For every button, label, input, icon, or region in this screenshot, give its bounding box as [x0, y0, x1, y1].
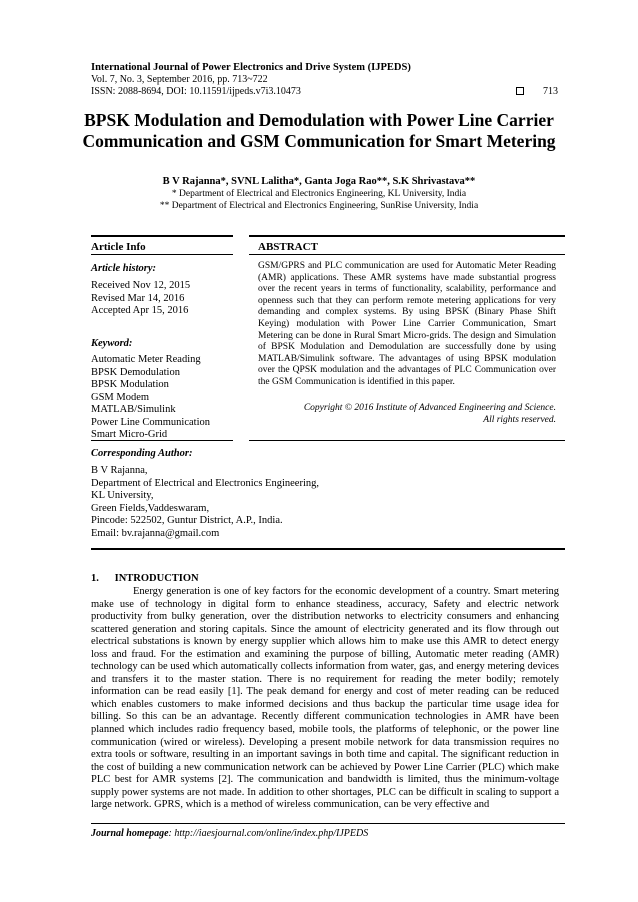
article-info-top-rule — [91, 235, 233, 237]
keyword-heading: Keyword: — [91, 338, 133, 349]
homepage-url[interactable]: : http://iaesjournal.com/online/index.php/IJPEDS — [168, 828, 369, 839]
keyword-item: Smart Micro-Grid — [91, 429, 168, 440]
corresponding-heading: Corresponding Author: — [91, 448, 193, 459]
article-info-bottom-rule — [91, 440, 233, 441]
abstract-bottom-rule — [249, 440, 565, 441]
received-date: Received Nov 12, 2015 — [91, 280, 191, 291]
keyword-item: BPSK Modulation — [91, 379, 169, 390]
corresponding-bottom-rule — [91, 548, 565, 550]
footer-rule — [91, 823, 565, 824]
author-pincode: Pincode: 522502, Guntur District, A.P., India. — [91, 515, 283, 527]
abstract-mid-rule — [249, 254, 565, 255]
abstract-heading: ABSTRACT — [258, 241, 318, 253]
accepted-date: Accepted Apr 15, 2016 — [91, 305, 189, 316]
authors: B V Rajanna*, SVNL Lalitha*, Ganta Joga Rao**, S.K Shrivastava** — [162, 176, 476, 187]
copyright-line-1: Copyright © 2016 Institute of Advanced Engineering and Science. — [303, 403, 556, 413]
history-heading: Article history: — [91, 263, 157, 274]
revised-date: Revised Mar 14, 2016 — [91, 292, 185, 304]
author-name: B V Rajanna, — [91, 465, 148, 476]
journal-homepage — [91, 828, 368, 839]
intro-heading: 1. INTRODUCTION — [91, 573, 199, 584]
title-line-2: Communication and GSM Communication for Smart Metering — [82, 131, 556, 151]
abstract-text: GSM/GPRS and PLC communication are used for Automatic Meter Reading (AMR) applications. These AMR systems have made substantial progress over the recent years in terms of functionality, scalability, performance and openness such that they can perform remote metering applications for very demanding and complex systems. By using BPSK (Binary Phase Shift Keying) modulation with Power Line Carrier Communication, Smart Metering can be done in Rural Smart Micro-grids. The design and Simulation of BPSK Modulation and Demodulation are successfully done by using MATLAB/Simulink software. The advantages of using BPSK modulation over the QPSK modulation and the advantages of PLC Communication over the GSM Communication is identified in this paper. — [258, 261, 556, 387]
homepage-label: Journal homepage — [91, 828, 169, 839]
page-number: 713 — [543, 86, 558, 97]
copyright-line-2: All rights reserved. — [483, 414, 556, 425]
paper-title — [60, 110, 578, 152]
abstract-top-rule — [249, 235, 565, 237]
square-icon — [516, 87, 524, 95]
author-address: Green Fields,Vaddeswaram, — [91, 502, 210, 514]
author-department: Department of Electrical and Electronics Engineering, — [91, 477, 319, 489]
author-email: Email: bv.rajanna@gmail.com — [91, 527, 220, 539]
journal-name: International Journal of Power Electronics and Drive System (IJPEDS) — [91, 62, 411, 73]
keyword-item: BPSK Demodulation — [91, 366, 180, 378]
keyword-list — [91, 354, 233, 442]
keyword-item: Automatic Meter Reading — [91, 354, 201, 365]
keyword-item: Power Line Communication — [91, 416, 210, 428]
article-history — [91, 280, 233, 318]
affiliation-1: * Department of Electrical and Electronics Engineering, KL University, India — [171, 189, 467, 199]
volume-line: Vol. 7, No. 3, September 2016, pp. 713~722 — [91, 74, 268, 85]
article-info-heading: Article Info — [91, 241, 146, 253]
keyword-item: GSM Modem — [91, 391, 150, 403]
copyright — [258, 403, 556, 426]
intro-text: Energy generation is one of key factors for the economic development of a country. Smart metering make use of technology in digital form to enhance steadiness, accuracy, Safety and electric network productivity from bulky generation, over the distribution networks to electricity consumers and enhancing scattered generation and storing capitals. Since the amount of electricity generated and its flow through out electrical substations is known by energy supplier which allows him to make use this AMR to detect energy loss and fraud. For the estimation and examining the purpose of billing, Automatic meter reading (AMR) technology can be used which automatically collects information from water, gas, and energy metering devices and transfers it to the master station. There is no requirement for reading the meter bodily; remotely information can be read easily [1]. The peak demand for energy and cost of meter reading can be reduced which enables customers to make informed decisions and thus backup the particular time usage idea for billing. So this can be an advantage. Recently different communication technologies in AMR have been planned which includes radio frequency based, mobile tools, the platforms of telephonic, or the power line communication (wired or wireless). Developing a present mobile network for data transmission requires no extra tools or software, resulting in an important savings in both time and capital. The significant reduction in the cost of building a new communication network can be achieved by Power Line Carrier (PLC) which make PLC best for AMR systems [2]. The communication and bandwidth is limited, thus the minimum-voltage supply power systems are not made. In addition to other shortages, PLC can be difficult in scaling to support a large network. GPRS, which is a method of wireless communication, can be very effective and — [91, 586, 559, 811]
issn-line: ISSN: 2088-8694, DOI: 10.11591/ijpeds.v7i3.10473 — [91, 86, 301, 97]
author-university: KL University, — [91, 490, 154, 502]
keyword-item: MATLAB/Simulink — [91, 404, 176, 415]
title-line-1: BPSK Modulation and Demodulation with Power Line Carrier — [84, 110, 554, 130]
corresponding-details — [91, 465, 319, 541]
affiliation-2: ** Department of Electrical and Electronics Engineering, SunRise University, India — [159, 201, 479, 211]
article-info-mid-rule — [91, 254, 233, 255]
